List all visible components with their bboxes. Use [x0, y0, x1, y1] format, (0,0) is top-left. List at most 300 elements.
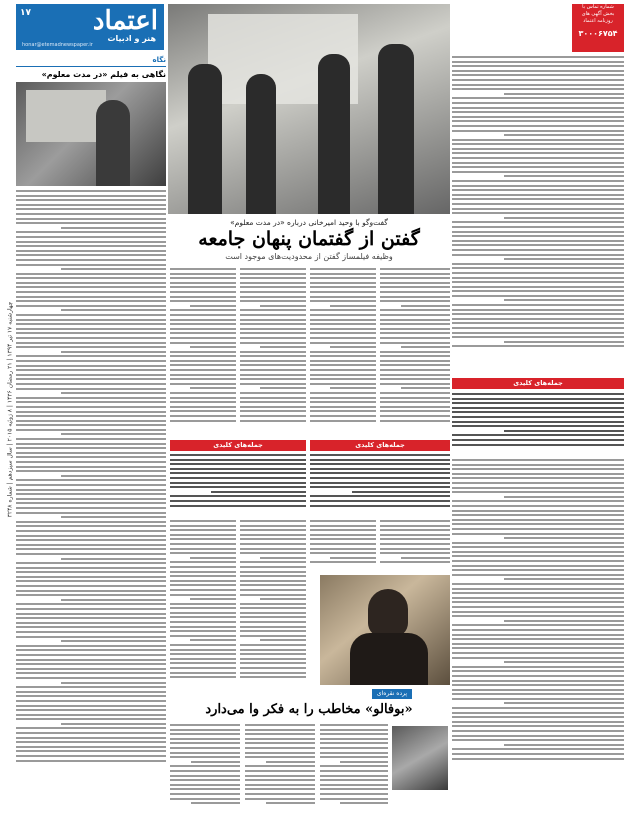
text-line [16, 498, 166, 500]
text-line [452, 286, 624, 288]
person-figure [188, 64, 222, 214]
text-line [452, 281, 624, 283]
text-line [340, 761, 388, 763]
text-line [320, 793, 388, 795]
text-line [380, 534, 450, 536]
text-line [260, 557, 306, 559]
text-line [16, 663, 166, 665]
text-line [452, 555, 624, 557]
text-line [452, 601, 624, 603]
text-line [320, 724, 388, 726]
text-line [320, 788, 388, 790]
text-line [16, 626, 166, 628]
text-line [452, 171, 624, 173]
text-line [452, 588, 624, 590]
person-figure [246, 74, 276, 214]
text-line [170, 268, 236, 270]
text-line [504, 258, 624, 260]
text-line [380, 378, 450, 380]
text-line [240, 630, 306, 632]
text-line [452, 203, 624, 205]
text-line [245, 724, 315, 726]
text-line [452, 185, 624, 187]
page-number: ۱۷ [20, 8, 31, 18]
text-line [452, 398, 624, 400]
text-line [240, 300, 306, 302]
text-line [16, 645, 166, 647]
text-line [16, 291, 166, 293]
text-line [170, 392, 236, 394]
text-line [310, 374, 376, 376]
text-line [240, 360, 306, 362]
text-line [452, 514, 624, 516]
text-line [240, 309, 306, 311]
text-line [452, 670, 624, 672]
stamp-line-2: بخش آگهی های [581, 11, 615, 17]
text-line [240, 603, 306, 605]
small-photo [392, 726, 448, 790]
text-line [310, 454, 450, 456]
text-line [16, 374, 166, 376]
text-line [16, 447, 166, 449]
text-line [380, 529, 450, 531]
text-line [16, 686, 166, 688]
text-line [452, 675, 624, 677]
text-line [452, 327, 624, 329]
text-line [452, 244, 624, 246]
text-line [170, 658, 236, 660]
text-line [452, 166, 624, 168]
section-email: honar@etemadnewspaper.ir [22, 42, 93, 48]
text-line [452, 459, 624, 461]
text-line [452, 79, 624, 81]
text-line [211, 491, 306, 493]
text-line [504, 578, 624, 580]
text-line [16, 199, 166, 201]
text-line [380, 543, 450, 545]
text-line [380, 364, 450, 366]
text-line [240, 420, 306, 422]
text-line [61, 392, 166, 394]
text-line [504, 93, 624, 95]
text-line [170, 616, 236, 618]
text-line [170, 566, 236, 568]
text-line [240, 589, 306, 591]
text-line [170, 505, 306, 507]
text-line [380, 268, 450, 270]
text-line [170, 309, 236, 311]
text-line [452, 130, 624, 132]
text-line [170, 779, 240, 781]
text-line [240, 410, 306, 412]
text-line [452, 753, 624, 755]
text-line [310, 300, 376, 302]
text-line [452, 725, 624, 727]
text-line [310, 401, 376, 403]
person-figure [318, 54, 350, 214]
text-line [452, 528, 624, 530]
text-line [240, 644, 306, 646]
text-line [380, 314, 450, 316]
text-line [16, 411, 166, 413]
text-line [170, 463, 306, 465]
text-line [452, 267, 624, 269]
text-line [310, 364, 376, 366]
text-line [170, 534, 236, 536]
text-line [240, 378, 306, 380]
article-column [310, 268, 376, 436]
text-line [240, 328, 306, 330]
text-line [452, 565, 624, 567]
text-line [16, 502, 166, 504]
text-line [310, 472, 450, 474]
text-line [310, 378, 376, 380]
text-line [16, 580, 166, 582]
text-line [170, 277, 236, 279]
text-line [240, 392, 306, 394]
text-line [380, 420, 450, 422]
text-line [310, 332, 376, 334]
text-line [452, 735, 624, 737]
text-line [310, 328, 376, 330]
text-line [452, 425, 624, 427]
text-line [452, 56, 624, 58]
text-line [320, 798, 388, 800]
text-line [310, 282, 376, 284]
text-line [170, 667, 236, 669]
text-line [452, 652, 624, 654]
text-line [16, 484, 166, 486]
text-line [452, 416, 624, 418]
text-line [380, 337, 450, 339]
text-line [240, 374, 306, 376]
text-line [170, 525, 236, 527]
text-line [452, 560, 624, 562]
text-line [352, 491, 450, 493]
text-line [16, 369, 166, 371]
key-sentences-label: جمله‌های کلیدی [452, 378, 624, 389]
text-line [310, 525, 376, 527]
text-line [16, 631, 166, 633]
text-line [16, 470, 166, 472]
text-line [452, 707, 624, 709]
text-line [240, 616, 306, 618]
text-line [452, 510, 624, 512]
text-line [170, 355, 236, 357]
text-line [16, 746, 166, 748]
text-line [310, 291, 376, 293]
text-line [310, 459, 450, 461]
text-line [452, 88, 624, 90]
text-line [170, 548, 236, 550]
text-line [380, 319, 450, 321]
text-line [452, 666, 624, 668]
text-line [260, 387, 306, 389]
text-line [170, 472, 306, 474]
text-line [16, 466, 166, 468]
text-line [170, 742, 240, 744]
text-line [310, 342, 376, 344]
text-line [380, 300, 450, 302]
text-line [240, 594, 306, 596]
text-line [452, 189, 624, 191]
text-line [245, 733, 315, 735]
text-line [240, 355, 306, 357]
text-line [170, 607, 236, 609]
text-line [16, 654, 166, 656]
text-line [16, 479, 166, 481]
text-line [16, 319, 166, 321]
text-line [16, 548, 166, 550]
text-line [452, 748, 624, 750]
pull-quote-block [170, 454, 306, 516]
key-sentences-label: جمله‌های کلیدی [170, 440, 306, 451]
text-line [452, 221, 624, 223]
text-line [61, 268, 166, 270]
text-line [310, 273, 376, 275]
text-line [452, 212, 624, 214]
text-line [240, 342, 306, 344]
text-line [452, 421, 624, 423]
text-line [452, 157, 624, 159]
text-line [452, 693, 624, 695]
text-line [240, 406, 306, 408]
text-line [170, 653, 236, 655]
text-line [16, 677, 166, 679]
text-line [452, 482, 624, 484]
text-line [260, 305, 306, 307]
text-line [310, 468, 450, 470]
text-line [16, 415, 166, 417]
text-line [16, 760, 166, 762]
text-line [170, 342, 236, 344]
text-line [452, 477, 624, 479]
text-line [401, 346, 450, 348]
text-line [170, 529, 236, 531]
text-line [170, 788, 240, 790]
text-line [16, 709, 166, 711]
text-line [16, 456, 166, 458]
text-line [452, 615, 624, 617]
text-line [452, 231, 624, 233]
text-line [504, 661, 624, 663]
text-line [380, 273, 450, 275]
text-line [452, 226, 624, 228]
text-line [16, 691, 166, 693]
text-line [310, 505, 450, 507]
text-line [16, 204, 166, 206]
text-line [452, 116, 624, 118]
text-line [452, 712, 624, 714]
text-line [452, 569, 624, 571]
text-line [452, 139, 624, 141]
person-figure [378, 44, 414, 214]
text-line [310, 529, 376, 531]
text-line [170, 286, 236, 288]
text-line [170, 332, 236, 334]
text-line [16, 603, 166, 605]
text-line [452, 322, 624, 324]
text-line [245, 770, 315, 772]
text-line [170, 374, 236, 376]
text-line [330, 387, 376, 389]
text-line [61, 640, 166, 642]
text-line [16, 305, 166, 307]
portrait-body [350, 633, 428, 685]
text-line [240, 268, 306, 270]
text-line [170, 543, 236, 545]
text-line [504, 702, 624, 704]
text-line [16, 512, 166, 514]
text-line [380, 355, 450, 357]
text-line [170, 454, 306, 456]
text-line [170, 584, 236, 586]
second-article-column [170, 724, 240, 814]
text-line [16, 594, 166, 596]
text-line [452, 730, 624, 732]
text-line [452, 487, 624, 489]
text-line [452, 180, 624, 182]
article-headline: گفتن از گفتمان پنهان جامعه [198, 228, 420, 250]
text-line [266, 802, 315, 804]
text-line [16, 397, 166, 399]
text-line [380, 397, 450, 399]
text-line [190, 557, 236, 559]
text-line [170, 319, 236, 321]
text-line [245, 788, 315, 790]
text-line [240, 543, 306, 545]
date-strip-text: چهارشنبه ۱۷ تیر ۱۳۹۴ | ۲۱ رمضان ۱۴۳۶ | ۸ ژوئیه ۲۰۱۵ | سال سیزدهم | شماره ۳۲۴۸ [6, 301, 14, 518]
text-line [452, 345, 624, 347]
text-line [16, 732, 166, 734]
text-line [452, 721, 624, 723]
text-line [320, 770, 388, 772]
text-line [61, 682, 166, 684]
text-line [16, 452, 166, 454]
text-line [310, 538, 376, 540]
text-line [240, 658, 306, 660]
text-line [452, 638, 624, 640]
text-line [380, 561, 450, 563]
text-line [16, 608, 166, 610]
text-line [452, 143, 624, 145]
text-line [170, 406, 236, 408]
text-line [260, 346, 306, 348]
text-line [452, 97, 624, 99]
text-line [245, 784, 315, 786]
text-line [240, 415, 306, 417]
stamp-number: ۳۰۰۰۶۷۵۴ [578, 29, 618, 38]
text-line [380, 548, 450, 550]
text-line [452, 758, 624, 760]
text-line [16, 659, 166, 661]
text-line [240, 351, 306, 353]
text-line [16, 282, 166, 284]
text-line [190, 639, 236, 641]
text-line [170, 477, 306, 479]
ad-phone-stamp [572, 4, 624, 52]
text-line [170, 798, 240, 800]
text-line [170, 538, 236, 540]
text-line [310, 268, 376, 270]
text-line [16, 208, 166, 210]
text-line [170, 369, 236, 371]
text-line [170, 752, 240, 754]
text-line [452, 519, 624, 521]
right-column-text [452, 56, 624, 374]
text-line [16, 383, 166, 385]
text-line [310, 561, 376, 563]
text-line [170, 364, 236, 366]
text-line [380, 374, 450, 376]
text-line [452, 647, 624, 649]
text-line [504, 496, 624, 498]
text-line [240, 607, 306, 609]
stamp-line-3: روزنامه اعتماد [583, 18, 613, 24]
text-line [16, 360, 166, 362]
text-line [452, 162, 624, 164]
text-line [310, 477, 450, 479]
text-line [452, 254, 624, 256]
text-line [170, 649, 236, 651]
text-line [16, 727, 166, 729]
text-line [310, 355, 376, 357]
text-line [380, 328, 450, 330]
text-line [310, 397, 376, 399]
text-line [240, 552, 306, 554]
text-line [452, 684, 624, 686]
text-line [310, 548, 376, 550]
text-line [16, 213, 166, 215]
text-line [16, 461, 166, 463]
text-line [310, 369, 376, 371]
text-line [452, 393, 624, 395]
text-line [61, 599, 166, 601]
text-line [16, 741, 166, 743]
text-line [170, 282, 236, 284]
text-line [16, 378, 166, 380]
text-line [16, 539, 166, 541]
text-line [170, 420, 236, 422]
text-line [452, 597, 624, 599]
text-line [170, 756, 240, 758]
text-line [310, 314, 376, 316]
text-line [240, 332, 306, 334]
text-line [240, 277, 306, 279]
text-line [240, 319, 306, 321]
text-line [401, 305, 450, 307]
text-line [240, 534, 306, 536]
text-line [16, 489, 166, 491]
text-line [16, 314, 166, 316]
text-line [170, 580, 236, 582]
text-line [16, 342, 166, 344]
text-line [16, 355, 166, 357]
text-line [320, 742, 388, 744]
text-line [245, 752, 315, 754]
text-line [452, 634, 624, 636]
text-line [16, 668, 166, 670]
text-line [504, 537, 624, 539]
text-line [240, 635, 306, 637]
text-line [170, 644, 236, 646]
text-line [380, 296, 450, 298]
text-line [170, 662, 236, 664]
text-line [452, 680, 624, 682]
text-line [16, 365, 166, 367]
text-line [330, 305, 376, 307]
text-line [240, 520, 306, 522]
